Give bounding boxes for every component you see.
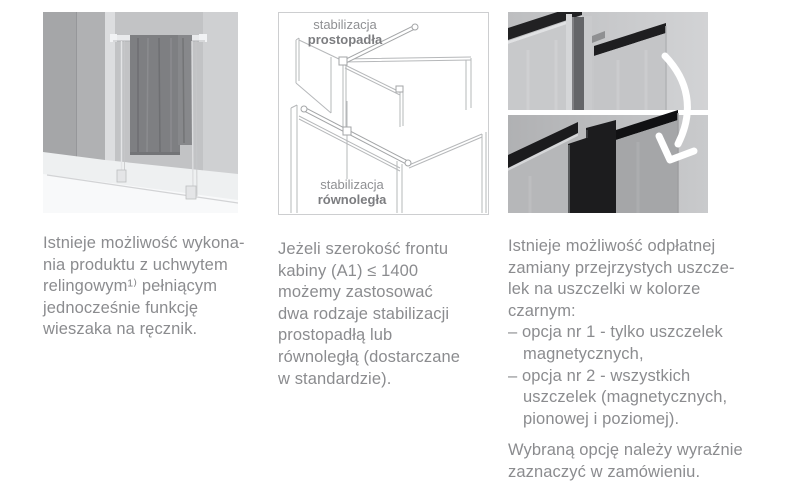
text-line: Istnieje możliwość wykona- xyxy=(43,234,245,252)
label-perpendicular xyxy=(292,18,398,47)
text-line: jednocześnie funkcję xyxy=(43,298,199,317)
order-note-paragraph xyxy=(508,440,800,483)
text-line: dwa rodzaje stabilizacji xyxy=(278,304,450,323)
text-line: wieszaka na ręcznik. xyxy=(43,320,198,339)
text-line: zamiany przejrzystych uszcze- xyxy=(508,258,735,277)
parallel-bar xyxy=(301,106,411,166)
black-gasket-photo xyxy=(508,110,708,213)
list-item-line: uszczelek (magnetycznych, xyxy=(523,388,728,407)
text-line: Wybraną opcję należy wyraźnie xyxy=(508,441,743,460)
text-line: równoległą (dostarczane xyxy=(278,347,461,366)
text-line: możemy zastosować xyxy=(278,283,433,302)
label-parallel xyxy=(299,178,405,207)
text-line: zaznaczyć w zamówieniu. xyxy=(508,462,701,481)
text-line: Jeżeli szerokość frontu xyxy=(278,240,449,258)
label-line: prostopadła xyxy=(307,31,383,47)
text-line: czarnym: xyxy=(508,301,576,320)
label-line: stabilizacja xyxy=(320,177,384,192)
towel-rail-photo xyxy=(43,12,238,213)
seal-photos xyxy=(508,12,708,213)
towel-feature-paragraph xyxy=(43,233,245,341)
list-item-line: – opcja nr 1 - tylko uszczelek xyxy=(508,323,723,342)
text-line: prostopadłą lub xyxy=(278,326,393,345)
text-line: w standardzie). xyxy=(278,369,392,388)
stabilization-diagram xyxy=(278,12,489,215)
text-line: Istnieje możliwość odpłatnej xyxy=(508,237,716,255)
seal-photos-image xyxy=(508,12,708,213)
seals-paragraph xyxy=(508,236,800,430)
clear-gasket-photo xyxy=(508,12,708,110)
label-line: stabilizacja xyxy=(313,17,377,32)
towel-rail-photo-image xyxy=(43,12,238,213)
list-item-line: magnetycznych, xyxy=(523,344,644,363)
list-item-line: – opcja nr 2 - wszystkich xyxy=(508,366,691,385)
stabilization-paragraph xyxy=(278,239,489,390)
seals-column xyxy=(508,12,800,484)
text-line: nia produktu z uchwytem xyxy=(43,255,228,274)
text-line: kabiny (A1) ≤ 1400 xyxy=(278,261,419,280)
list-item-line: pionowej i poziomej). xyxy=(523,409,680,428)
stabilization-column xyxy=(278,12,489,390)
text-line: relingowym¹⁾ pełniącym xyxy=(43,277,218,296)
text-line: lek na uszczelki w kolorze xyxy=(508,280,701,299)
towel-feature-column xyxy=(43,12,245,341)
label-line: równoległa xyxy=(317,191,387,207)
